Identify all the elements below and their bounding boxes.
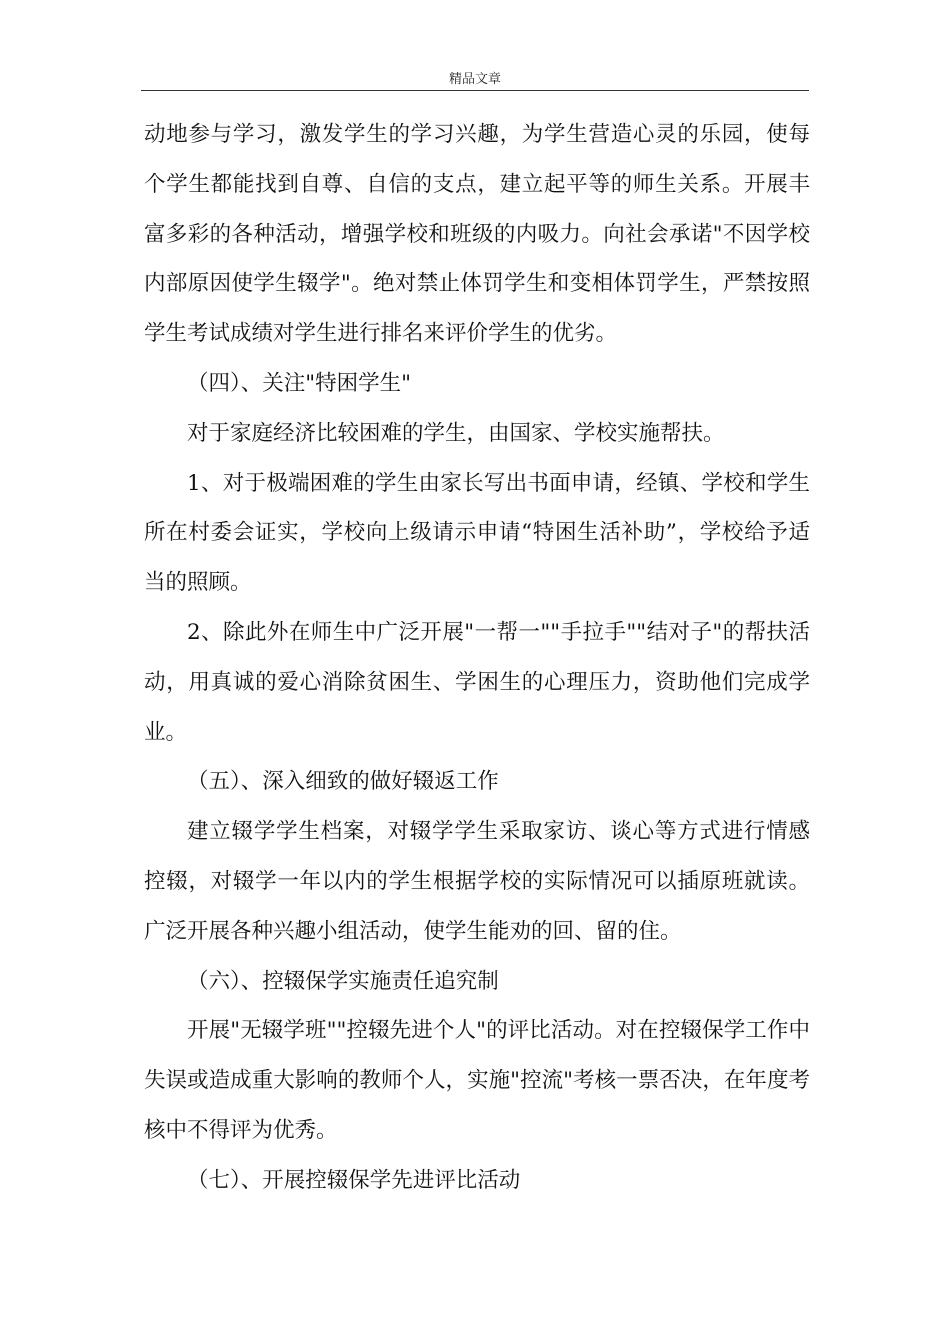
list-item-1: 1、对于极端困难的学生由家长写出书面申请，经镇、学校和学生所在村委会证实，学校向上级请示申请“特困生活补助”，学校给予适当的照顾。: [144, 470, 810, 596]
page-header: 精品文章: [448, 72, 501, 87]
body-paragraph: 开展"无辍学班""控辍先进个人"的评比活动。对在控辍保学工作中失误或造成重大影响的教师个人，实施"控流"考核一票否决，在年度考核中不得评为优秀。: [144, 1018, 810, 1143]
section-heading-6: （六）、控辍保学实施责任追究制: [187, 968, 499, 994]
section-heading-5: （五）、深入细致的做好辍返工作: [187, 769, 499, 795]
body-paragraph: 对于家庭经济比较困难的学生，由国家、学校实施帮扶。: [187, 420, 725, 446]
section-heading-7: （七）、开展控辍保学先进评比活动: [187, 1167, 521, 1193]
section-heading-4: （四）、关注"特困学生": [187, 370, 412, 396]
header-divider: [141, 90, 809, 91]
list-item-2: 2、除此外在师生中广泛开展"一帮一""手拉手""结对子"的帮扶活动，用真诚的爱心消除贫困生、学困生的心理压力，资助他们完成学业。: [144, 619, 810, 745]
body-paragraph: 建立辍学学生档案，对辍学学生采取家访、谈心等方式进行情感控辍，对辍学一年以内的学生根据学校的实际情况可以插原班就读。广泛开展各种兴趣小组活动，使学生能劝的回、留的住。: [144, 819, 810, 944]
document-body: [144, 110, 810, 1206]
body-paragraph-continuation: 动地参与学习，激发学生的学习兴趣，为学生营造心灵的乐园，使每个学生都能找到自尊、自信的支点，建立起平等的师生关系。开展丰富多彩的各种活动，增强学校和班级的内吸力。向社会承诺"不因学校内部原因使学生辍学"。绝对禁止体罚学生和变相体罚学生，严禁按照学生考试成绩对学生进行排名来评价学生的优劣。: [144, 122, 810, 347]
